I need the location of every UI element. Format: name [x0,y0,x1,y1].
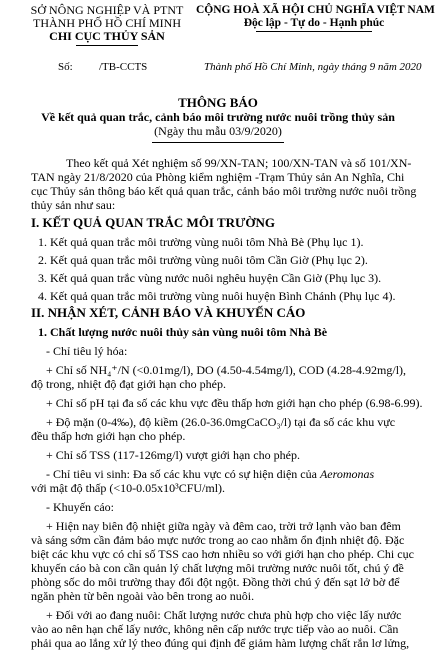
doc-sample-date: (Ngày thu mẫu 03/9/2020) [154,124,282,138]
advice-line: + Hiện nay biên độ nhiệt giữa ngày và đêm cao, trời trở lạnh vào ban đêm [46,519,401,533]
agency-parent: SỞ NÔNG NGHIỆP VÀ PTNT [30,3,184,17]
advice-line: và sáng sớm cần đảm bảo mực nước trong ao cao nhằm ổn định nhiệt độ. Đặc [31,533,405,547]
advice-line: phải qua ao lắng xử lý theo đúng qui định để giảm hàm lượng chất rắn lơ lửng, [31,636,410,650]
doc-code: /TB-CCTS [99,61,148,73]
advice-line: ngăn phèn từ bên ngoài vào bên trong ao nuôi. [31,589,255,603]
intro-line: thủy sản như sau: [31,198,116,212]
title-underline [152,142,284,143]
agency-block [22,4,192,43]
chem-line: + Chỉ số TSS (117-126mg/l) vượt giới hạn cho phép. [46,448,300,462]
section-1-item: 4. Kết quả quan trắc môi trường vùng nuôi huyện Bình Chánh (Phụ lục 4). [38,289,396,303]
section-1-item: 3. Kết quả quan trắc vùng nước nuôi nghêu huyện Cần Giờ (Phụ lục 3). [38,271,382,285]
agency-underline [76,45,138,46]
chem-line: độ trong, nhiệt độ đạt giới hạn cho phép. [31,377,226,391]
intro-line: cục Thủy sản thông báo kết quả quan trắc, cảnh báo môi trường nước nuôi trồng [31,184,417,198]
section-1-heading: I. KẾT QUẢ QUAN TRẮC MÔI TRƯỜNG [31,215,276,230]
agency-name: CHI CỤC THỦY SẢN [49,29,165,43]
advice-line: phòng sốc do môi trường thay đổi đột ngột. Đồng thời chú ý đến sạt lở bờ để [31,575,400,589]
advice-label: - Khuyến cáo: [46,500,114,514]
chem-line: đều thấp hơn giới hạn cho phép. [31,429,186,443]
agency-city: THÀNH PHỐ HỒ CHÍ MINH [33,16,181,30]
bio-line [46,467,374,481]
chem-line: + Chỉ số NH₄⁺/N (<0.01mg/l), DO (4.50-4.54mg/l), COD (4.28-4.92mg/l), [46,363,407,377]
intro-line: Theo kết quả Xét nghiệm số 99/XN-TAN; 100/XN-TAN và số 101/XN- [66,156,412,170]
bio-organism: Aeromonas [319,467,375,481]
section-1-item: 1. Kết quả quan trắc môi trường vùng nuôi tôm Nhà Bè (Phụ lục 1). [38,235,364,249]
intro-line: TAN ngày 21/8/2020 của Phòng kiểm nghiệm -Trạm Thủy sản An Nghĩa, Chi [31,170,405,184]
section-2-heading: II. NHẬN XÉT, CẢNH BÁO VÀ KHUYẾN CÁO [31,305,306,320]
advice-line: biệt các khu vực có chỉ số TSS cao hơn nhiều so với giới hạn cho phép. Chi cục [31,547,414,561]
section-2-subheading: 1. Chất lượng nước nuôi thủy sản vùng nuôi tôm Nhà Bè [38,325,328,339]
chem-line: + Độ mặn (0-4‰), độ kiềm (26.0-36.0mgCaCO₃/l) tại đa số các khu vực [46,415,396,429]
section-1-item: 2. Kết quả quan trắc môi trường vùng nuôi tôm Cần Giờ (Phụ lục 2). [38,253,368,267]
chem-label: - Chỉ tiêu lý hóa: [46,344,128,358]
chem-line: + Chỉ số pH tại đa số các khu vực đều thấp hơn giới hạn cho phép (6.98-6.99). [46,396,423,410]
bio-line: với mật độ thấp (<10-0.05x10³CFU/ml). [31,481,226,495]
bio-line-text: - Chỉ tiêu vi sinh: Đa số các khu vực có sự hiện diện của [46,467,320,481]
advice-line: + Đối với ao đang nuôi: Chất lượng nước chưa phù hợp cho việc lấy nước [46,608,402,622]
advice-line: vào ao nên hạn chế lấy nước, không nên cấp nước trực tiếp vào ao nuôi. Cần [31,622,399,636]
nation-title: CỘNG HOÀ XÃ HỘI CHỦ NGHĨA VIỆT NAM [196,4,435,16]
place-date: Thành phố Hồ Chí Minh, ngày tháng 9 năm 2020 [204,61,422,73]
doc-title: THÔNG BÁO [178,95,258,110]
advice-line: khuyến cáo bà con cần quản lý chất lượng môi trường nước nuôi tốt, chú ý đề [31,561,404,575]
doc-number-label: Số: [58,61,73,73]
motto-underline [256,31,372,32]
nation-motto: Độc lập - Tự do - Hạnh phúc [243,17,385,29]
doc-subtitle: Về kết quả quan trắc, cảnh báo môi trường nước nuôi trồng thủy sản [41,110,395,124]
nation-block [196,4,435,30]
